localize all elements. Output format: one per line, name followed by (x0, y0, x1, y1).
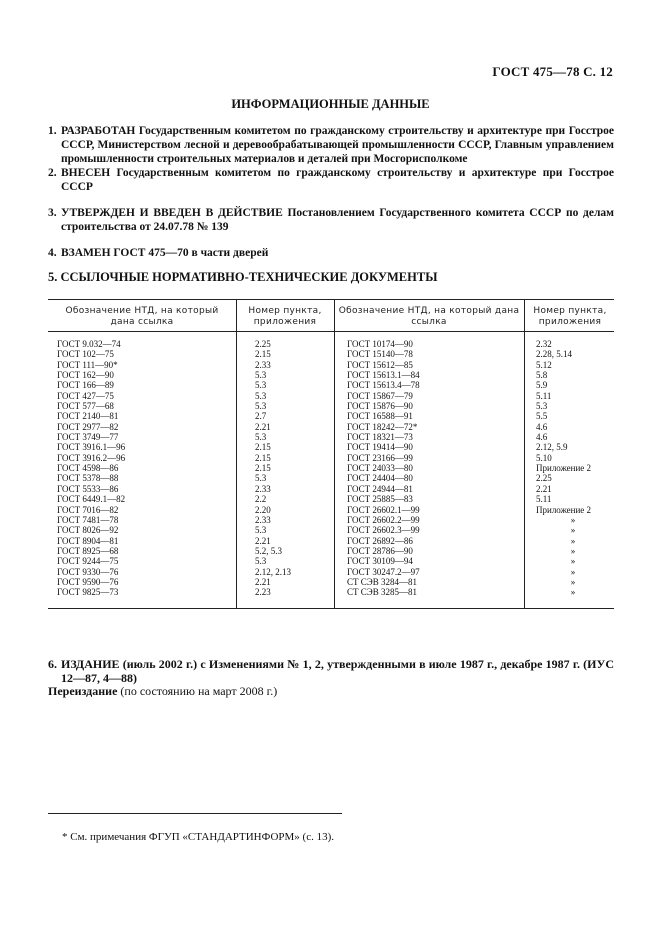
ntd-ref: ГОСТ 2140—81 (57, 411, 119, 422)
ntd-ref: ГОСТ 8925—68 (57, 545, 119, 556)
clause-ref: 2.21 (255, 576, 271, 587)
table-divider (236, 299, 237, 608)
clause-ref: 4.6 (536, 421, 548, 432)
item-text: ИЗДАНИЕ (июль 2002 г.) с Изменениями № 1, 2, утвержденными в июле 1987 г., декабре 1987 г. (ИУС 12—87, 4—88) (61, 657, 614, 685)
ntd-ref: ГОСТ 30247.2—97 (347, 566, 420, 577)
ntd-ref: ГОСТ 24944—81 (347, 483, 413, 494)
clause-ref: 5.11 (536, 390, 552, 401)
reissue-note (48, 684, 277, 699)
ntd-ref: ГОСТ 23166—99 (347, 452, 413, 463)
ntd-ref: ГОСТ 15613.4—78 (347, 380, 420, 391)
header-ntd-left: Обозначение НТД, на который дана ссылка (65, 306, 219, 327)
ntd-ref: ГОСТ 18321—73 (347, 432, 413, 443)
ntd-ref: ГОСТ 7481—78 (57, 514, 119, 525)
clause-ref: 2.15 (255, 442, 271, 453)
ntd-ref: СТ СЭВ 3285—81 (347, 587, 417, 598)
ntd-ref: ГОСТ 4598—86 (57, 463, 119, 474)
clause-ref: » (570, 545, 576, 556)
item-text: ВЗАМЕН ГОСТ 475—70 в части дверей (61, 247, 269, 259)
ntd-ref: ГОСТ 15867—79 (347, 390, 413, 401)
ntd-ref: ГОСТ 7016—82 (57, 504, 119, 515)
clause-ref: 5.3 (255, 556, 267, 567)
item-number: 1. (48, 125, 57, 137)
right-clause-column (536, 339, 610, 598)
ntd-ref: ГОСТ 8026—92 (57, 525, 119, 536)
ntd-ref: ГОСТ 15613.1—84 (347, 370, 420, 381)
item-text: ВНЕСЕН Государственным комитетом по гражданскому строительству и архитектуре при Госстрое СССР (61, 167, 614, 193)
table-top-rule (48, 299, 614, 300)
footnote-rule (48, 813, 342, 814)
footnote: * См. примечания ФГУП «СТАНДАРТИНФОРМ» (с. 13). (62, 831, 334, 843)
clause-ref: 2.15 (255, 349, 271, 360)
clause-ref: » (570, 535, 576, 546)
ntd-ref: ГОСТ 2977—82 (57, 421, 119, 432)
clause-ref: » (570, 556, 576, 567)
clause-ref: 5.3 (255, 432, 267, 443)
ntd-ref: ГОСТ 15612—85 (347, 359, 413, 370)
clause-ref: 2.32 (536, 339, 552, 349)
item-2 (48, 166, 614, 194)
item-6 (48, 657, 614, 685)
clause-ref: » (570, 587, 576, 598)
item-1 (48, 124, 614, 166)
ntd-ref: ГОСТ 15876—90 (347, 401, 413, 412)
ntd-ref: ГОСТ 24404—80 (347, 473, 413, 484)
clause-ref: 2.7 (255, 411, 267, 422)
ntd-ref: ГОСТ 9590—76 (57, 576, 119, 587)
clause-ref: 2.15 (255, 452, 271, 463)
clause-ref: 2.28, 5.14 (536, 349, 572, 360)
item-3 (48, 206, 614, 234)
clause-ref: 5.9 (536, 380, 548, 391)
ntd-ref: ГОСТ 5533—86 (57, 483, 119, 494)
ntd-ref: ГОСТ 26892—86 (347, 535, 413, 546)
clause-ref: 2.12, 5.9 (536, 442, 568, 453)
reissue-text: (по состоянию на март 2008 г.) (117, 684, 278, 698)
clause-ref: 5.3 (255, 390, 267, 401)
clause-ref: 5.3 (255, 401, 267, 412)
table-divider (334, 299, 335, 608)
ntd-ref: СТ СЭВ 3284—81 (347, 576, 417, 587)
ntd-ref: ГОСТ 19414—90 (347, 442, 413, 453)
ntd-ref: ГОСТ 26602.3—99 (347, 525, 420, 536)
clause-ref: 2.2 (255, 494, 267, 505)
clause-ref: 2.15 (255, 463, 271, 474)
left-doc-column (57, 339, 125, 598)
page-header: ГОСТ 475—78 С. 12 (492, 64, 613, 79)
ntd-ref: ГОСТ 28786—90 (347, 545, 413, 556)
clause-ref: 5.3 (255, 370, 267, 381)
clause-ref: 5.10 (536, 452, 552, 463)
ntd-ref: ГОСТ 9.032—74 (57, 339, 121, 349)
right-doc-column (347, 339, 420, 598)
ntd-ref: ГОСТ 577—68 (57, 401, 114, 412)
ntd-ref: ГОСТ 166—89 (57, 380, 114, 391)
ntd-ref: ГОСТ 111—90* (57, 359, 118, 370)
ntd-ref: ГОСТ 18242—72* (347, 421, 418, 432)
ntd-ref: ГОСТ 3916.1—96 (57, 442, 126, 453)
clause-ref: 5.12 (536, 359, 552, 370)
clause-ref: 2.23 (255, 587, 271, 598)
clause-ref: 2.25 (255, 339, 271, 349)
ntd-ref: ГОСТ 3749—77 (57, 432, 119, 443)
ntd-ref: ГОСТ 24033—80 (347, 463, 413, 474)
clause-ref: 2.20 (255, 504, 271, 515)
clause-ref: 5.3 (255, 380, 267, 391)
clause-ref: » (570, 566, 576, 577)
ntd-ref: ГОСТ 102—75 (57, 349, 114, 360)
clause-ref: 2.21 (255, 421, 271, 432)
clause-ref: 2.25 (536, 473, 552, 484)
table-header-rule (48, 331, 614, 332)
ntd-ref: ГОСТ 3916.2—96 (57, 452, 126, 463)
section-5-heading: 5. ССЫЛОЧНЫЕ НОРМАТИВНО-ТЕХНИЧЕСКИЕ ДОКУМЕНТЫ (48, 270, 438, 284)
item-text: РАЗРАБОТАН Государственным комитетом по гражданскому строительству и архитектуре при Госстрое СССР, Министерством лесной и деревообрабатывающей промышленности СССР, Главным управлением промышленности строительных материалов и деталей при Мосгорисполкоме (61, 125, 614, 165)
clause-ref: » (570, 525, 576, 536)
clause-ref: 5.11 (536, 494, 552, 505)
item-number: 6. (48, 657, 57, 671)
clause-ref: 2.12, 2.13 (255, 566, 291, 577)
ntd-ref: ГОСТ 25885—83 (347, 494, 413, 505)
header-clause-right: Номер пункта, приложения (533, 306, 607, 327)
clause-ref: » (570, 576, 576, 587)
ntd-ref: ГОСТ 5378—88 (57, 473, 119, 484)
ntd-ref: ГОСТ 30109—94 (347, 556, 413, 567)
ntd-ref: ГОСТ 26602.1—99 (347, 504, 420, 515)
section-title: ИНФОРМАЦИОННЫЕ ДАННЫЕ (231, 97, 430, 111)
item-number: 3. (48, 207, 57, 219)
table-bottom-rule (48, 608, 614, 609)
ntd-ref: ГОСТ 9825—73 (57, 587, 119, 598)
item-4 (48, 246, 614, 260)
clause-ref: 4.6 (536, 432, 548, 443)
left-clause-column (255, 339, 291, 598)
ntd-ref: ГОСТ 16588—91 (347, 411, 413, 422)
item-number: 2. (48, 167, 57, 179)
ntd-ref: ГОСТ 10174—90 (347, 339, 413, 349)
ntd-ref: ГОСТ 427—75 (57, 390, 114, 401)
reissue-label: Переиздание (48, 684, 118, 698)
clause-ref: 5.5 (536, 411, 548, 422)
ntd-ref: ГОСТ 8904—81 (57, 535, 119, 546)
clause-ref: 2.33 (255, 514, 271, 525)
clause-ref: 2.21 (536, 483, 552, 494)
clause-ref: 2.21 (255, 535, 271, 546)
ntd-ref: ГОСТ 162—90 (57, 370, 114, 381)
clause-ref: 5.3 (536, 401, 548, 412)
clause-ref: 2.33 (255, 359, 271, 370)
item-text: УТВЕРЖДЕН И ВВЕДЕН В ДЕЙСТВИЕ Постановлением Государственного комитета СССР по делам строительства от 24.07.78 № 139 (61, 207, 614, 233)
clause-ref: 5.3 (255, 473, 267, 484)
clause-ref: 5.2, 5.3 (255, 545, 282, 556)
ntd-ref: ГОСТ 15140—78 (347, 349, 413, 360)
clause-ref: 5.3 (255, 525, 267, 536)
header-clause-left: Номер пункта, приложения (248, 306, 322, 327)
item-number: 4. (48, 247, 57, 259)
ntd-ref: ГОСТ 9330—76 (57, 566, 119, 577)
ntd-ref: ГОСТ 26602.2—99 (347, 514, 420, 525)
clause-ref: Приложение 2 (536, 504, 592, 515)
clause-ref: 2.33 (255, 483, 271, 494)
ntd-ref: ГОСТ 6449.1—82 (57, 494, 126, 505)
ntd-ref: ГОСТ 9244—75 (57, 556, 119, 567)
clause-ref: Приложение 2 (536, 463, 592, 474)
clause-ref: 5.8 (536, 370, 548, 381)
table-divider (524, 299, 525, 608)
header-ntd-right: Обозначение НТД, на который дана ссылка (338, 306, 520, 327)
clause-ref: » (570, 514, 576, 525)
